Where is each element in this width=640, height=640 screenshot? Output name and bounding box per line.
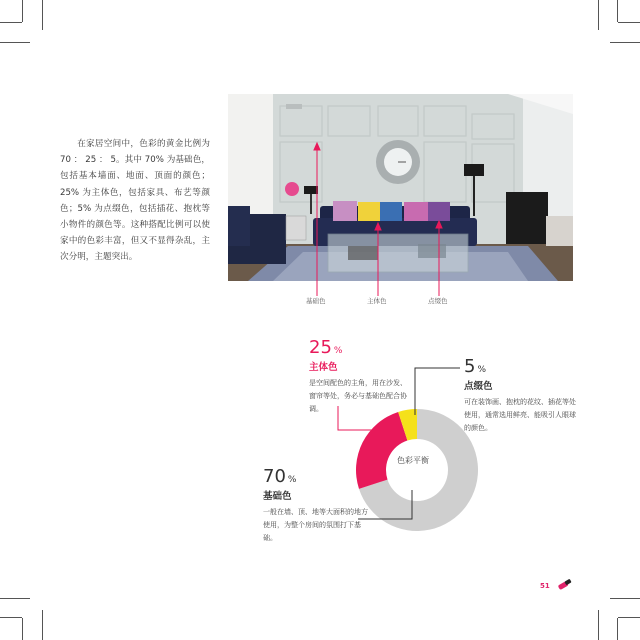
- accent-color-percent: [464, 356, 576, 377]
- base-percent-value: 70: [263, 466, 286, 487]
- base-color-title: 基础色: [263, 491, 292, 502]
- accent-color-desc: 可在装饰画、抱枕的花纹、插花等处使用，通常选用鲜亮、能吸引人眼球的颜色。: [464, 398, 576, 432]
- callout-label-base: 基础色: [306, 297, 326, 305]
- brush-ornament-icon: [556, 578, 574, 592]
- accent-percent-unit: %: [477, 365, 487, 375]
- accent-percent-value: 5: [464, 356, 476, 377]
- accent-color-title: 点缀色: [464, 381, 493, 392]
- base-percent-unit: %: [287, 475, 297, 485]
- accent-color-block: [464, 356, 576, 435]
- callout-label-accent: 点缀色: [428, 297, 448, 305]
- base-color-percent: [263, 466, 373, 487]
- page-number: 51: [540, 582, 550, 590]
- donut-center-label: 色彩平衡: [397, 456, 429, 465]
- main-color-desc: 是空间配色的主角，用在沙发、窗帘等处，务必与基础色配合协调。: [309, 379, 407, 413]
- callout-label-main: 主体色: [367, 297, 387, 305]
- main-color-title: 主体色: [309, 362, 338, 373]
- main-color-block: [309, 337, 409, 416]
- base-color-block: [263, 466, 373, 545]
- intro-paragraph: 在家居空间中，色彩的黄金比例为 70 ： 25 ： 5。其中 70% 为基础色，包括基本墙面、地面、顶面的颜色；25% 为主体色，包括家具、布艺等颜色；5% 为点缀色，包括插花、抱枕等小物件的颜色等。这种搭配比例可以使家中的色彩丰富，但又不显得杂乱，主次分明，主题突出。: [60, 139, 210, 263]
- main-percent-unit: %: [333, 346, 343, 356]
- base-color-desc: 一般在墙、顶、地等大面积的地方使用，为整个房间的氛围打下基础。: [263, 508, 368, 542]
- main-percent-value: 25: [309, 337, 332, 358]
- main-color-percent: [309, 337, 409, 358]
